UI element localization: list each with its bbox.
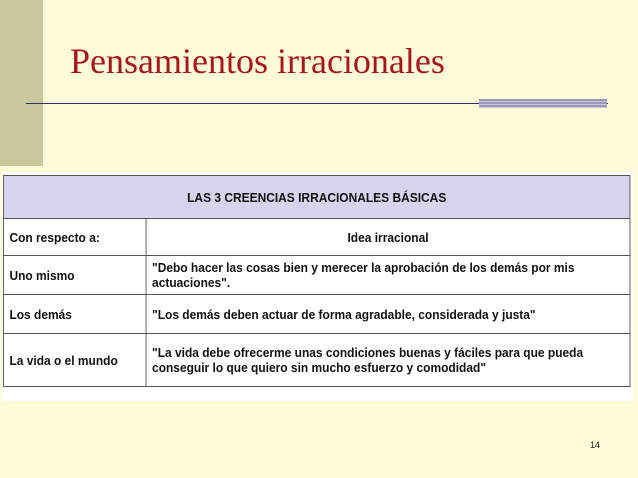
slide-title: Pensamientos irracionales xyxy=(70,41,445,81)
row-idea: "Los demás deben actuar de forma agradable, considerada y justa" xyxy=(146,295,630,334)
beliefs-table xyxy=(3,175,630,387)
row-subject: La vida o el mundo xyxy=(3,334,146,387)
column-header-subject: Con respecto a: xyxy=(3,219,146,256)
row-idea: "Debo hacer las cosas bien y merecer la aprobación de los demás por mis actuaciones". xyxy=(146,256,630,295)
table-header-row xyxy=(3,219,630,256)
table-row xyxy=(3,256,630,295)
column-header-idea: Idea irracional xyxy=(146,219,630,256)
table-row xyxy=(3,334,630,387)
beliefs-table-container xyxy=(2,172,633,401)
table-row xyxy=(3,295,630,334)
row-subject: Los demás xyxy=(3,295,146,334)
row-subject: Uno mismo xyxy=(3,256,146,295)
side-accent-band xyxy=(0,0,43,166)
table-caption: LAS 3 CREENCIAS IRRACIONALES BÁSICAS xyxy=(3,176,630,219)
divider-accent xyxy=(479,99,607,108)
table-caption-row xyxy=(3,176,630,219)
page-number: 14 xyxy=(590,440,601,450)
row-idea: "La vida debe ofrecerme unas condiciones buenas y fáciles para que pueda conseguir lo que quiero sin mucho esfuerzo y comodidad" xyxy=(146,334,630,387)
